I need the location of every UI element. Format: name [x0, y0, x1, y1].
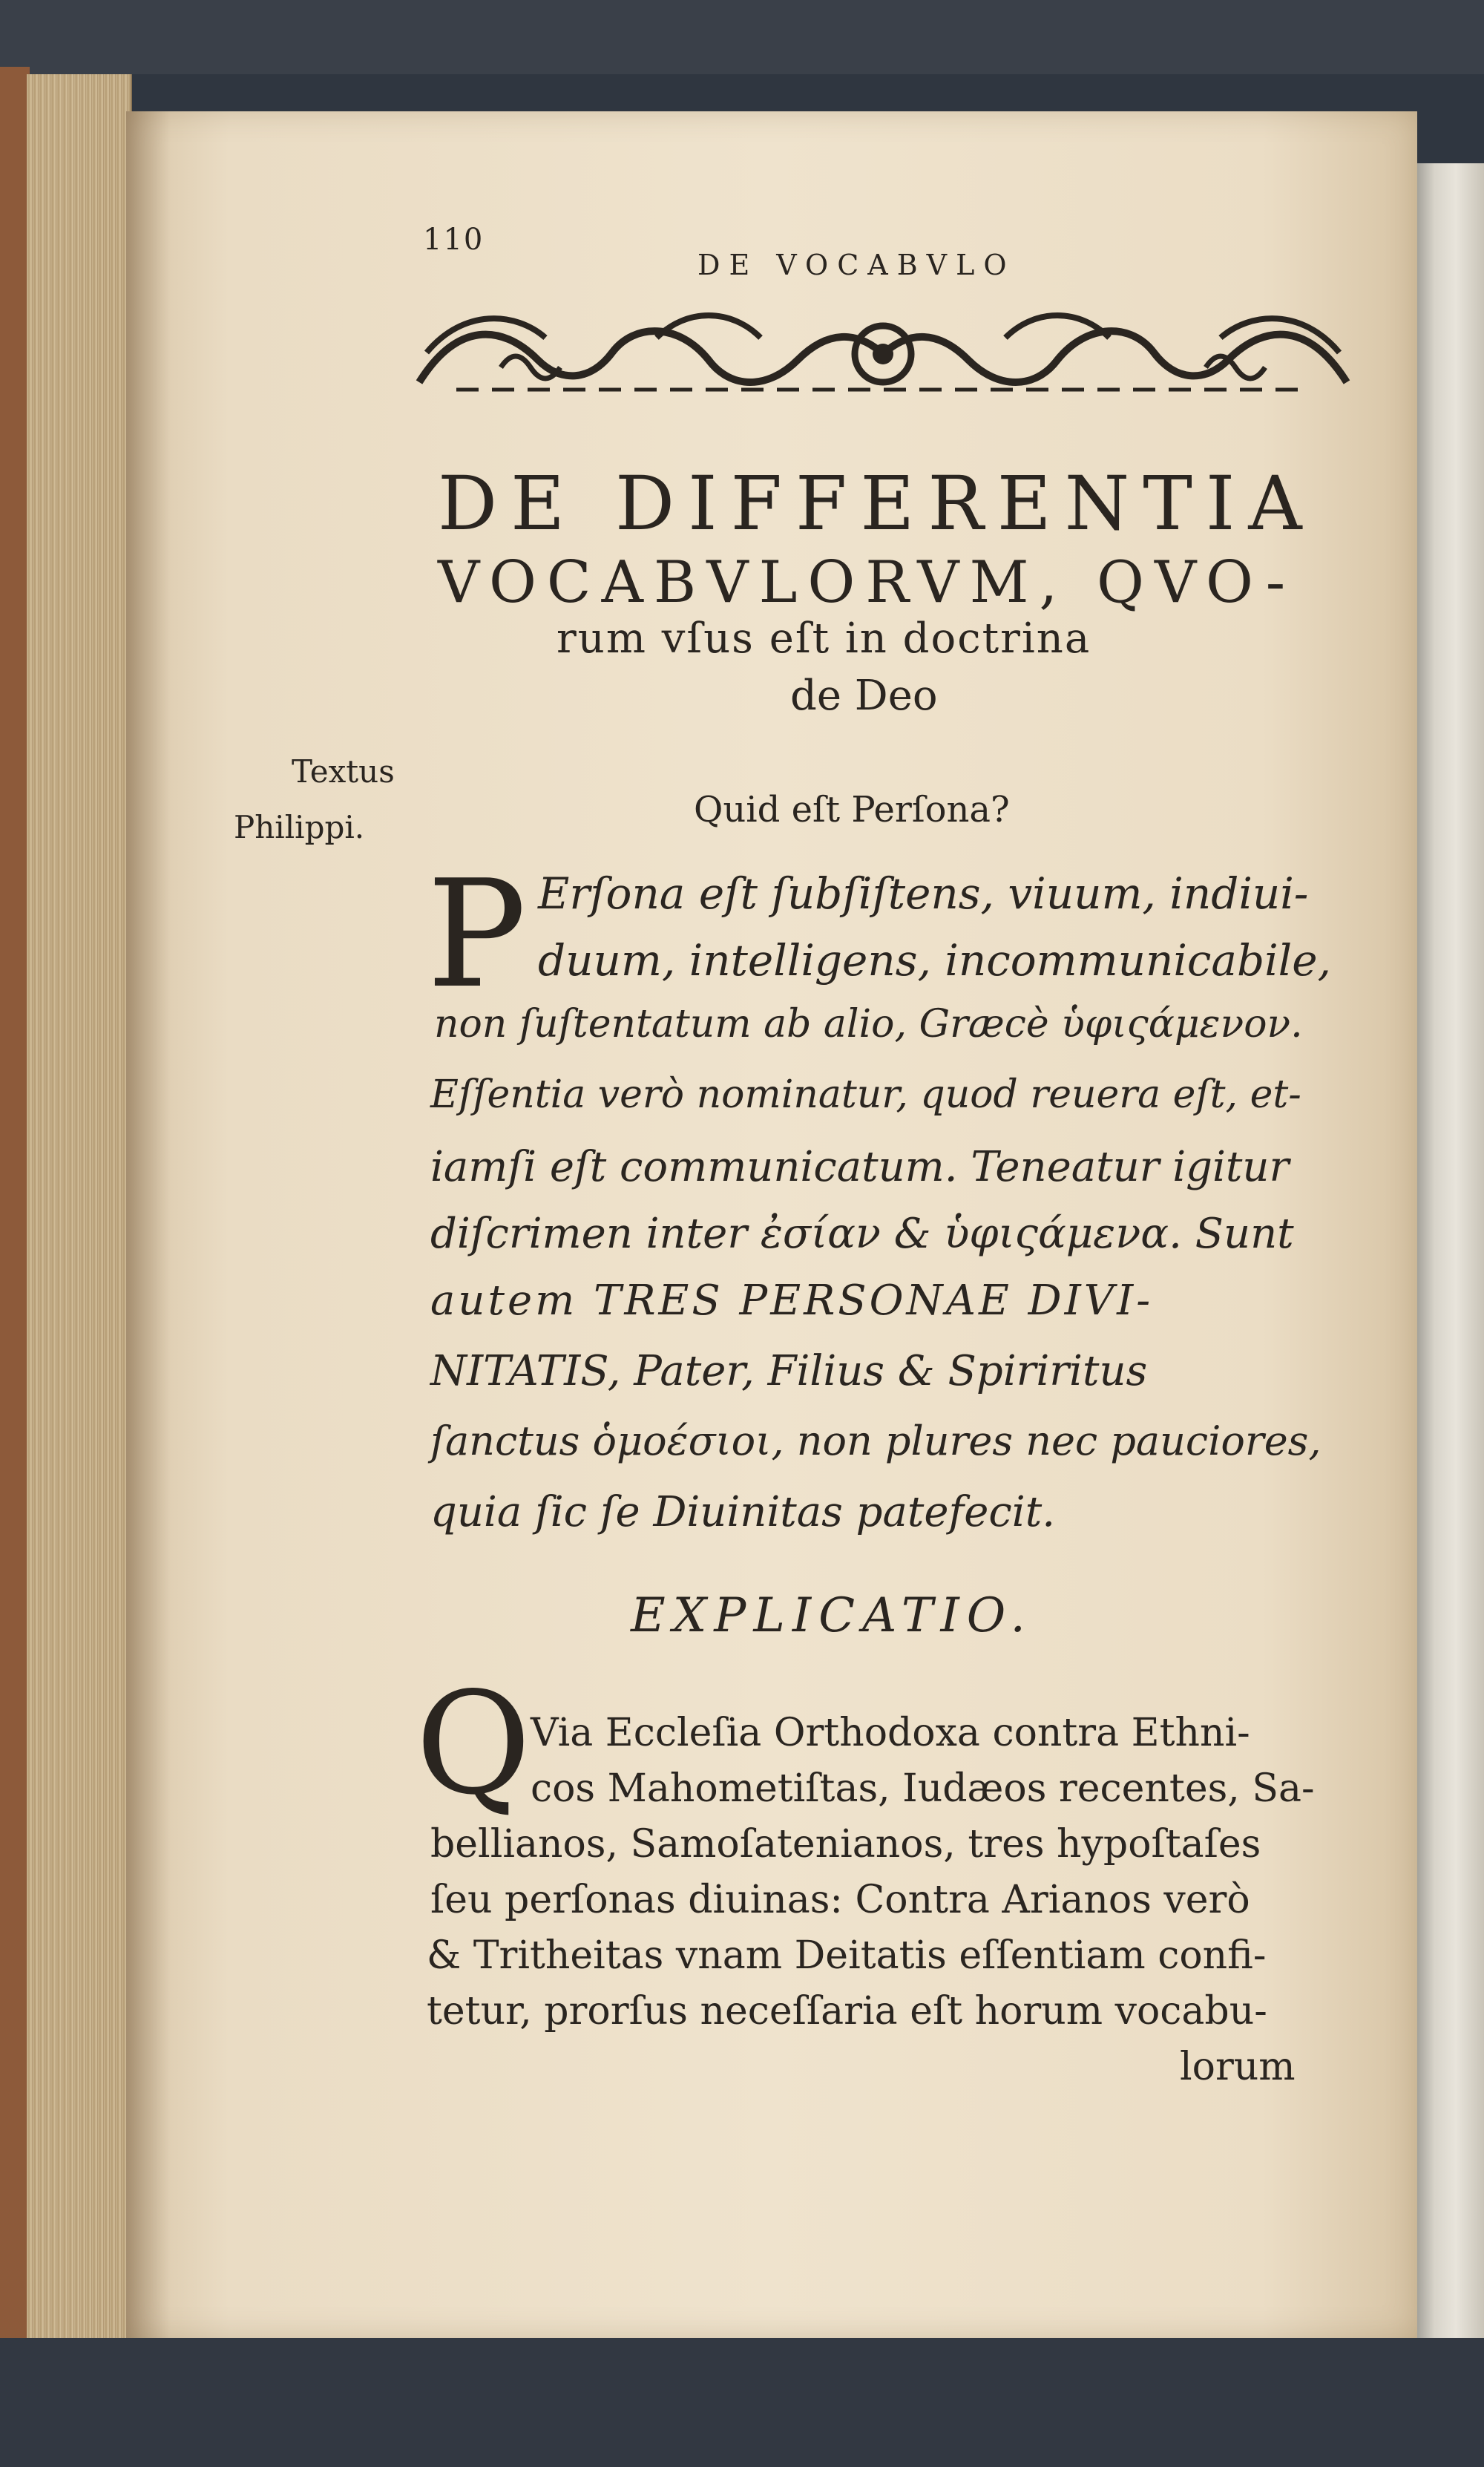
page-fore-edge — [27, 74, 132, 2345]
running-title: DE VOCABVLO — [697, 249, 1016, 281]
right-page-stack — [1414, 163, 1484, 2390]
definition-line: non ſuſtentatum ab alio, Græcè ὑφιςάμενον. — [434, 1002, 1303, 1046]
explicatio-catchword: lorum — [1180, 2045, 1296, 2089]
margin-note-line-1: Textus — [292, 753, 395, 790]
explicatio-line: ſeu perſonas diuinas: Contra Arianos verò — [430, 1878, 1250, 1922]
chapter-title-line-1: DE DIFFERENTIA — [438, 460, 1316, 547]
definition-line: iamſi eſt communicatum. Teneatur igitur — [430, 1143, 1290, 1191]
binding-shadow — [126, 111, 171, 2338]
definition-line: NITATIS, Pater, Filius & Spiriritus — [430, 1347, 1148, 1395]
explicatio-heading: EXPLICATIO. — [631, 1588, 1033, 1643]
drop-cap-p: P — [427, 848, 527, 1021]
book-spine-edge — [0, 67, 30, 2368]
definition-line: ſanctus ὁμοέσιοι, non plures nec pauciores, — [430, 1418, 1322, 1464]
definition-line: duum, intelligens, incommunicabile, — [538, 935, 1331, 986]
definition-line: Eſſentia verò nominatur, quod reuera eſt, et- — [430, 1072, 1301, 1117]
drop-cap-q: Q — [416, 1662, 531, 1826]
margin-note-line-2: Philippi. — [234, 809, 365, 845]
explicatio-line: & Tritheitas vnam Deitatis eſſentiam confi- — [427, 1933, 1267, 1978]
chapter-title-line-3: rum vſus eſt in doctrina — [556, 615, 1091, 663]
question-heading: Quid eſt Perſona? — [694, 789, 1010, 830]
definition-line: autem TRES PERSONAE DIVI- — [430, 1277, 1154, 1325]
definition-line: diſcrimen inter ἐσίαν & ὑφιςάμενα. Sunt — [430, 1210, 1294, 1258]
definition-line: quia ſic ſe Diuinitas patefecit. — [430, 1488, 1055, 1536]
definition-line: Erſona eſt ſubſiſtens, viuum, indiui- — [538, 868, 1309, 919]
chapter-title-line-2: VOCABVLORVM, QVO- — [438, 549, 1296, 616]
explicatio-line: Via Eccleſia Orthodoxa contra Ethni- — [531, 1711, 1250, 1755]
chapter-title-line-4: de Deo — [790, 672, 938, 720]
explicatio-line: tetur, prorſus neceſſaria eſt horum vocabu- — [427, 1989, 1267, 2034]
book-cover-bottom — [0, 2338, 1484, 2467]
explicatio-line: cos Mahometiſtas, Iudæos recentes, Sa- — [531, 1766, 1315, 1811]
explicatio-line: bellianos, Samoſatenianos, tres hypoſtaſes — [430, 1822, 1261, 1867]
book-cover-top — [0, 0, 1484, 74]
headpiece-ornament — [412, 293, 1354, 416]
page-number: 110 — [423, 223, 485, 257]
